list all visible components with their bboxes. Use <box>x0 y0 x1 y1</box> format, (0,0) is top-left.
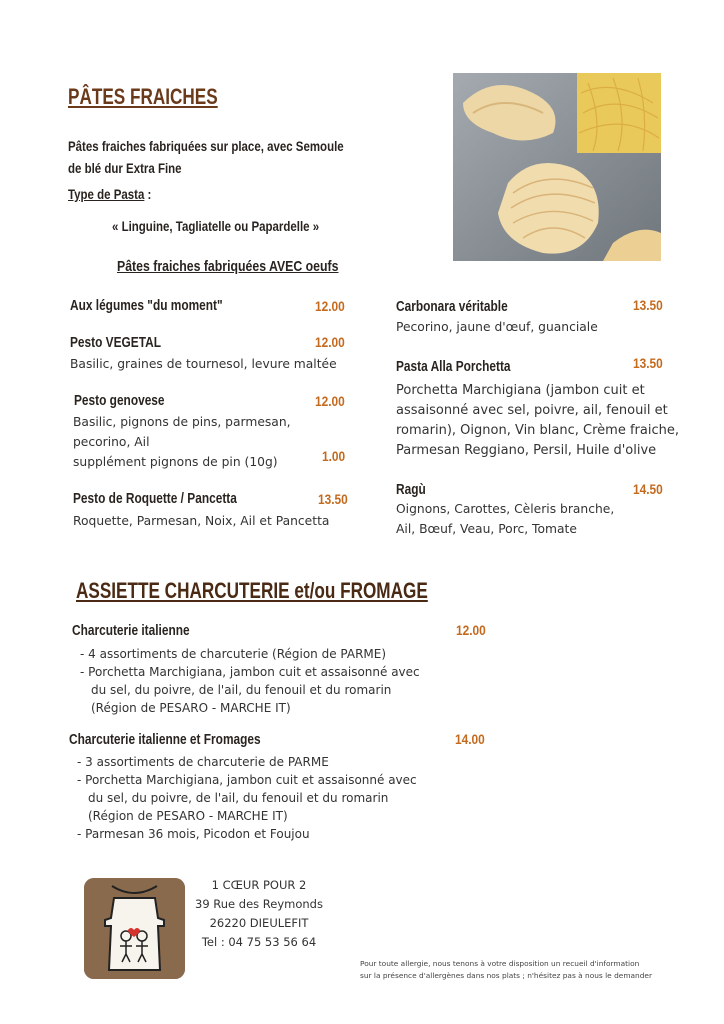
desc-line: Ail, Bœuf, Veau, Porc, Tomate <box>396 522 577 536</box>
item-price-charcuterie-fromages: 14.00 <box>455 731 485 747</box>
item-desc-ragu <box>396 499 614 539</box>
pasta-photo <box>453 73 661 261</box>
section-title-pates: PÂTES FRAICHES <box>68 84 218 109</box>
intro-line-1: Pâtes fraiches fabriquées sur place, avec Semoule <box>68 138 344 154</box>
list-item: - Parmesan 36 mois, Picodon et Foujou <box>77 827 310 841</box>
charcuterie-detail-list <box>80 645 420 717</box>
item-price-pesto-genovese: 12.00 <box>315 393 345 409</box>
desc-line: assaisonné avec sel, poivre, ail, fenouil et <box>396 403 668 418</box>
type-pasta-colon: : <box>144 186 152 202</box>
item-desc-porchetta <box>396 381 679 461</box>
item-price-porchetta: 13.50 <box>633 355 663 371</box>
item-desc-pesto-roquette: Roquette, Parmesan, Noix, Ail et Pancetta <box>73 514 330 528</box>
list-item: - 4 assortiments de charcuterie (Région de PARME) <box>80 647 387 661</box>
item-name-pesto-roquette: Pesto de Roquette / Pancetta <box>73 491 237 507</box>
pasta-choices: « Linguine, Tagliatelle ou Papardelle » <box>112 218 320 234</box>
type-pasta-label: Type de Pasta <box>68 186 145 202</box>
list-item: - Porchetta Marchigiana, jambon cuit et assaisonné avec <box>80 665 420 679</box>
address-block <box>195 876 323 952</box>
desc-line: Parmesan Reggiano, Persil, Huile d'olive <box>396 443 657 458</box>
item-name-porchetta: Pasta Alla Porchetta <box>396 359 511 375</box>
item-name-charcuterie-fromages: Charcuterie italienne et Fromages <box>69 732 261 748</box>
intro-line-2: de blé dur Extra Fine <box>68 160 182 176</box>
item-price-pesto-vegetal: 12.00 <box>315 334 345 350</box>
item-price-charcuterie: 12.00 <box>456 622 486 638</box>
item-name-ragu: Ragù <box>396 482 426 498</box>
supplement-price: 1.00 <box>322 448 346 464</box>
item-desc-pesto-genovese <box>73 412 291 472</box>
list-item: - Porchetta Marchigiana, jambon cuit et assaisonné avec <box>77 773 417 787</box>
desc-line: Porchetta Marchigiana (jambon cuit et <box>396 383 645 398</box>
list-item: (Région de PESARO - MARCHE IT) <box>88 809 288 823</box>
list-item: (Région de PESARO - MARCHE IT) <box>91 701 291 715</box>
item-name-carbonara: Carbonara véritable <box>396 299 508 315</box>
supplement-line: supplément pignons de pin (10g) <box>73 455 278 469</box>
desc-line: romarin), Oignon, Vin blanc, Crème fraiche, <box>396 423 679 438</box>
item-price-carbonara: 13.50 <box>633 297 663 313</box>
list-item: du sel, du poivre, de l'ail, du fenouil et du romarin <box>88 791 389 805</box>
desc-line: Oignons, Carottes, Cèleris branche, <box>396 502 615 516</box>
item-name-pesto-vegetal: Pesto VEGETAL <box>70 335 161 351</box>
address-city: 26220 DIEULEFIT <box>209 916 309 930</box>
list-item: du sel, du poivre, de l'ail, du fenouil et du romarin <box>91 683 392 697</box>
item-name-charcuterie: Charcuterie italienne <box>72 623 190 639</box>
item-price-pesto-roquette: 13.50 <box>318 491 348 507</box>
type-pasta-line <box>68 186 151 202</box>
item-desc-carbonara: Pecorino, jaune d'œuf, guanciale <box>396 320 598 334</box>
allergy-line-2: sur la présence d'allergènes dans nos plats ; n'hésitez pas à nous le demander <box>360 971 653 980</box>
charcuterie-fromages-detail-list <box>77 753 417 843</box>
address-street: 39 Rue des Reymonds <box>195 897 323 911</box>
item-name-legumes: Aux légumes "du moment" <box>70 298 223 314</box>
list-item: - 3 assortiments de charcuterie de PARME <box>77 755 329 769</box>
subheading-avec-oeufs: Pâtes fraiches fabriquées AVEC oeufs <box>117 258 339 275</box>
item-name-pesto-genovese: Pesto genovese <box>74 393 165 409</box>
phone-number: Tel : 04 75 53 56 64 <box>201 935 317 949</box>
allergy-notice <box>360 958 652 982</box>
desc-line: pecorino, Ail <box>73 435 150 449</box>
item-price-legumes: 12.00 <box>315 298 345 314</box>
item-desc-pesto-vegetal: Basilic, graines de tournesol, levure maltée <box>70 357 337 371</box>
allergy-line-1: Pour toute allergie, nous tenons à votre disposition un recueil d'information <box>360 959 640 968</box>
item-price-ragu: 14.50 <box>633 481 663 497</box>
section-title-assiette: ASSIETTE CHARCUTERIE et/ou FROMAGE <box>76 578 428 603</box>
restaurant-name: 1 CŒUR POUR 2 <box>211 878 307 892</box>
desc-line: Basilic, pignons de pins, parmesan, <box>73 415 291 429</box>
intro-text <box>68 135 344 179</box>
restaurant-logo <box>84 878 185 979</box>
